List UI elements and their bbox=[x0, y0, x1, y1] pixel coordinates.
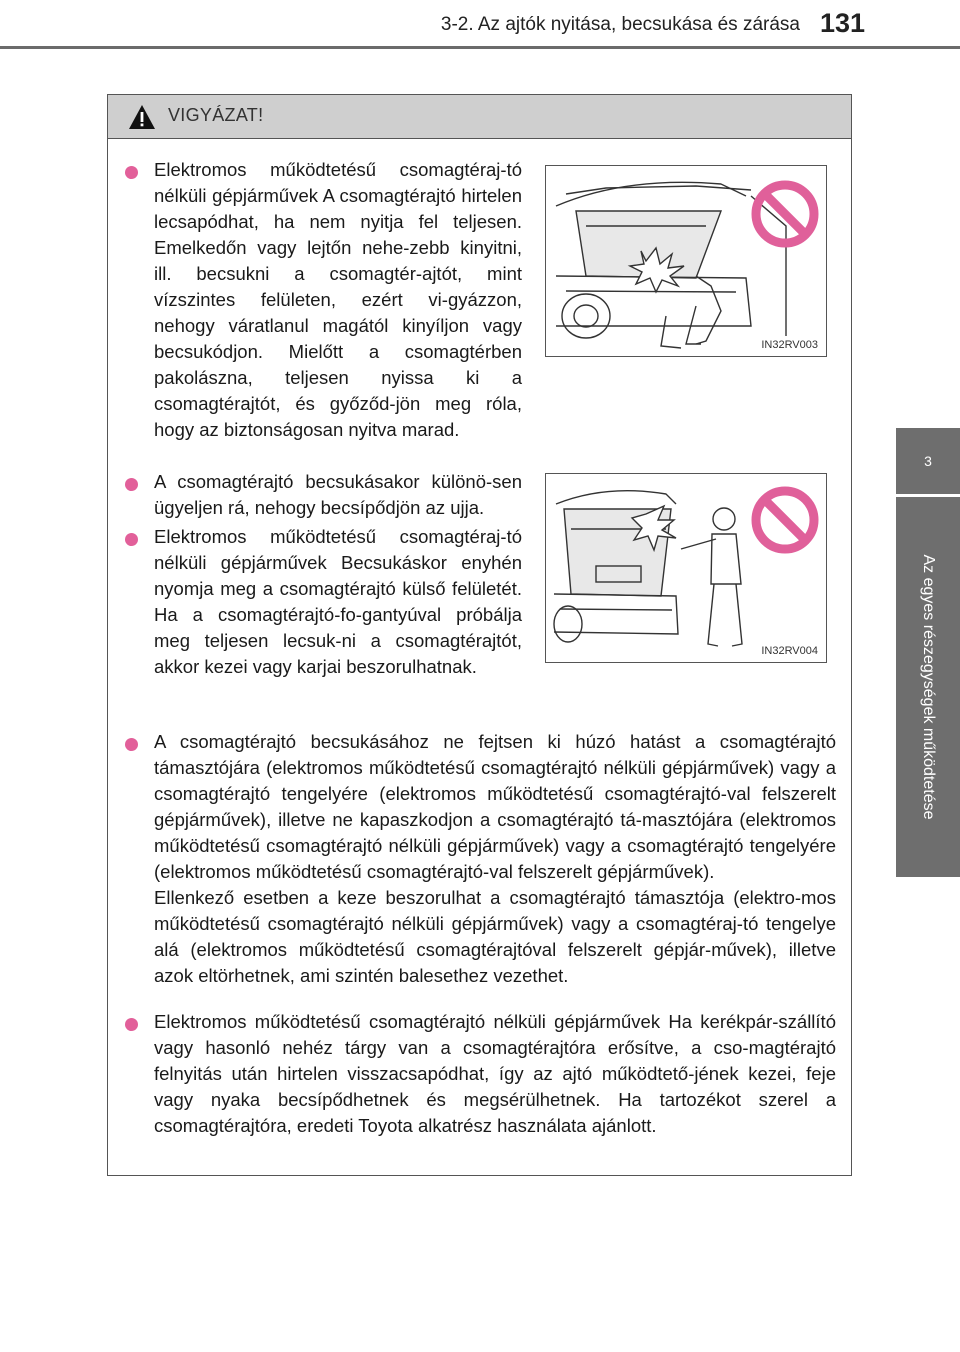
header-section-title: 3-2. Az ajtók nyitása, becsukása és zárása bbox=[440, 14, 800, 35]
caution-header bbox=[108, 95, 851, 139]
bullet-dot bbox=[125, 1018, 138, 1031]
caution-item-3: Elektromos működtetésű csomagtéraj-tó nélküli gépjárművek Becsukáskor enyhén nyomja meg a csomagtérajtó külső felületét. Ha a csomagtérajtó-fo-gantyúval próbálja meg teljesen lecsuk-ni a csomagtérajtót, akkor kezei vagy karjai beszorulhatnak. bbox=[154, 526, 522, 677]
figure-1 bbox=[545, 165, 827, 357]
prohibition-icon bbox=[750, 485, 820, 555]
side-tab bbox=[896, 497, 960, 877]
side-tab-label: Az egyes részegységek működtetése bbox=[920, 554, 937, 820]
caution-item-4-continuation: Ellenkező esetben a keze beszorulhat a csomagtérajtó támasztója (elektro-mos működtetésű csomagtérajtó nélküli gépjárművek) vagy a csomagtéraj-tó tengelye alá (elektromos működtetésű csomagtérajtóval felszerelt gépjár-művek), illetve azok eltörhetnek, ami szintén balesethez vezethet. bbox=[154, 887, 836, 986]
page-number: 131 bbox=[820, 8, 866, 38]
caution-item-2: A csomagtérajtó becsukásakor különö-sen ügyeljen rá, nehogy becsípődjön az ujja. bbox=[154, 471, 522, 518]
bullet-dot bbox=[125, 166, 138, 179]
figure-2 bbox=[545, 473, 827, 663]
caution-box bbox=[107, 94, 852, 1176]
header-rule bbox=[0, 46, 960, 49]
bullet-dot bbox=[125, 478, 138, 491]
caution-item-1: Elektromos működtetésű csomagtéraj-tó nélküli gépjárművek A csomagtérajtó hirtelen lecsapódhat, ha nem nyitja fel teljesen. Emelkedőn vagy lejtőn nehe-zebb kinyitni, ill. becsukni a csomagtér-ajtót, mint vízszintes felületen, ezért vi-gyázzon, nehogy váratlanul magától kinyíljon vagy becsukódjon. Mielőtt a csomagtérben pakolászna, teljesen nyissa ki a csomagtérajtót, és győződ-jön meg róla, hogy az biztonságosan nyitva marad. bbox=[154, 159, 522, 440]
caution-item-4: A csomagtérajtó becsukásához ne fejtsen ki húzó hatást a csomagtérajtó támasztójára (elektromos működtetésű csomagtérajtó nélküli gépjárművek) vagy a csomagtérajtó tengelyére (elektromos működtetésű csomagtérajtó-val felszerelt gépjárművek), illetve ne kapaszkodjon a csomagtérajtó tá-masztójára (elektromos működtetésű csomagtérajtó nélküli gépjárművek) vagy a csomagtérajtó tengelyére (elektromos működtetésű csomagtérajtó-val felszerelt gépjárművek). bbox=[154, 731, 836, 882]
figure-code: IN32RV004 bbox=[761, 645, 818, 657]
side-tab-number: 3 bbox=[896, 428, 960, 494]
caution-title: VIGYÁZAT! bbox=[168, 105, 264, 125]
warning-triangle-icon bbox=[128, 104, 156, 130]
figure-code: IN32RV003 bbox=[761, 339, 818, 351]
caution-item-5: Elektromos működtetésű csomagtérajtó nélküli gépjárművek Ha kerékpár-szállító vagy hasonló nehéz tárgy van a csomagtérajtóra erősítve, a cso-magtérajtó felnyitás után hirtelen visszacsapódhat, így az ajtó működtető-jének kezei, feje vagy nyaka becsípődhetnek és megsérülhetnek. Ha tartozékot szerel a csomagtérajtóra, eredeti Toyota alkatrész használata ajánlott. bbox=[154, 1011, 836, 1136]
prohibition-icon bbox=[750, 179, 820, 249]
bullet-dot bbox=[125, 533, 138, 546]
bullet-dot bbox=[125, 738, 138, 751]
